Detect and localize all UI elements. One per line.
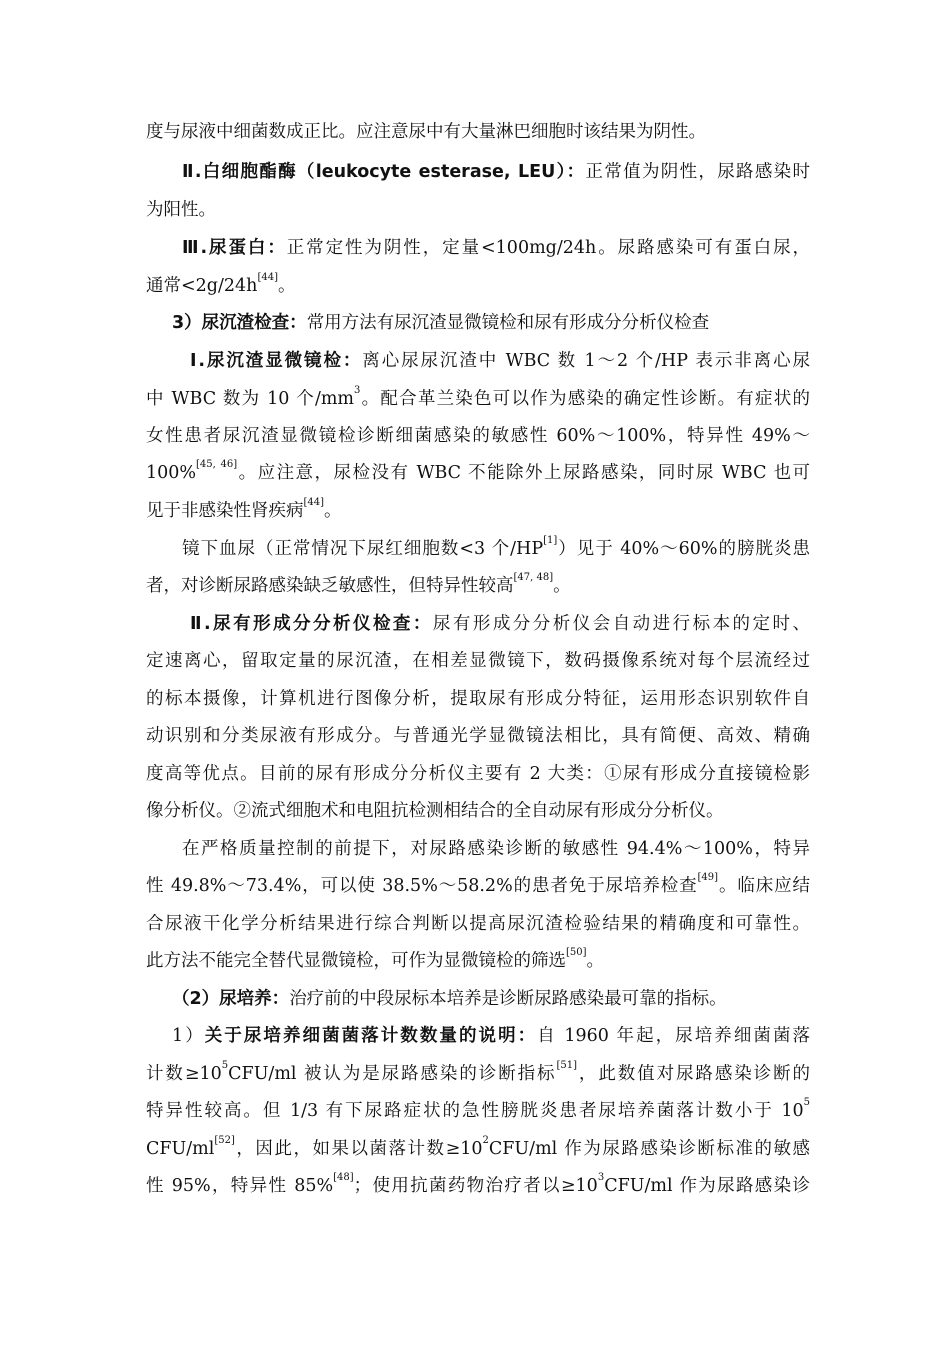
text-line: 性 95%，特异性 85%[48]；使用抗菌药物治疗者以$\ge 10^3CFU/ml$ 作为尿路感染诊 [146, 1172, 810, 1196]
text-line: 定速离心，留取定量的尿沉渣，在相差显微镜下，数码摄像系统对每个层流经过 [146, 651, 810, 671]
citation: [48] [333, 1172, 354, 1183]
text-line: 通常<2g/24h[44]。 [146, 272, 296, 296]
subheading-urine-analyzer: Ⅱ.尿有形成分分析仪检查： [190, 614, 433, 634]
text-line: 像分析仪。②流式细胞术和电阻抗检测相结合的全自动尿有形成分分析仪。 [146, 801, 724, 821]
text-line: （2）尿培养：治疗前的中段尿标本培养是诊断尿路感染最可靠的指标。 [172, 989, 727, 1009]
text-line: 合尿液干化学分析结果进行综合判断以提高尿沉渣检验结果的精确度和可靠性。 [146, 914, 810, 934]
section-heading-urine-culture: （2）尿培养： [172, 989, 290, 1009]
text-line: 者，对诊断尿路感染缺乏敏感性，但特异性较高[47, 48]。 [146, 572, 571, 596]
text-line: Ⅱ.白细胞酯酶（leukocyte esterase, LEU）：正常值为阴性，尿路感染时 [182, 162, 811, 182]
text-line: 100%[45, 46]。应注意，尿检没有 WBC 不能除外上尿路感染，同时尿 WBC 也可 [146, 459, 810, 483]
subheading-leukocyte-esterase: Ⅱ.白细胞酯酶（leukocyte esterase, LEU）： [182, 162, 586, 182]
citation: [49] [697, 872, 719, 883]
text-line: 镜下血尿（正常情况下尿红细胞数<3 个/HP[1]）见于 40%～60%的膀胱炎患 [182, 535, 811, 559]
citation: [47, 48] [513, 572, 554, 583]
text-line: 3）尿沉渣检查：常用方法有尿沉渣显微镜检和尿有形成分分析仪检查 [172, 313, 710, 333]
text-line: Ⅰ.尿沉渣显微镜检：离心尿尿沉渣中 WBC 数 1～2 个/HP 表示非离心尿 [190, 351, 810, 371]
citation: [50] [566, 947, 587, 958]
text-line: 见于非感染性肾疾病[44]。 [146, 497, 342, 521]
text-line: Ⅱ.尿有形成分分析仪检查：尿有形成分分析仪会自动进行标本的定时、 [190, 614, 810, 634]
text-line: Ⅲ.尿蛋白：正常定性为阴性，定量<100mg/24h。尿路感染可有蛋白尿， [182, 238, 810, 258]
section-heading-urine-sediment: 3）尿沉渣检查： [172, 313, 307, 333]
text-line: 度高等优点。目前的尿有形成分分析仪主要有 2 大类：①尿有形成分直接镜检影 [146, 764, 810, 784]
citation: [44] [303, 497, 325, 508]
text-line: 计数$\ge 10^5CFU/ml$ 被认为是尿路感染的诊断指标[51]，此数值对尿路感染诊断的 [146, 1060, 811, 1084]
text-line: 在严格质量控制的前提下，对尿路感染诊断的敏感性 94.4%～100%，特异 [182, 839, 810, 859]
citation: [51] [556, 1060, 577, 1071]
text-line: 1）关于尿培养细菌菌落计数数量的说明：自 1960 年起，尿培养细菌菌落 [172, 1026, 811, 1046]
text-line: 中 WBC 数为 10 个$/mm^3$。配合革兰染色可以作为感染的确定性诊断。有症状的 [146, 385, 810, 409]
citation: [52] [214, 1135, 235, 1146]
citation: [44] [257, 272, 278, 283]
citation: [45, 46] [196, 459, 238, 470]
text-line: 度与尿液中细菌数成正比。应注意尿中有大量淋巴细胞时该结果为阴性。 [146, 122, 706, 142]
subheading-colony-count: 关于尿培养细菌菌落计数数量的说明： [204, 1026, 538, 1046]
text-line: 特异性较高。但 1/3 有下尿路症状的急性膀胱炎患者尿培养菌落计数小于 $10^5$ [146, 1097, 810, 1121]
text-line: 此方法不能完全替代显微镜检，可作为显微镜检的筛选[50]。 [146, 947, 605, 971]
text-line: 女性患者尿沉渣显微镜检诊断细菌感染的敏感性 60%～100%，特异性 49%～ [146, 426, 810, 446]
text-line: 动识别和分类尿液有形成分。与普通光学显微镜法相比，具有简便、高效、精确 [146, 726, 810, 746]
subheading-urine-protein: Ⅲ.尿蛋白： [182, 238, 287, 258]
text-line: 性 49.8%～73.4%，可以使 38.5%～58.2%的患者免于尿培养检查[49]。临床应结 [146, 872, 811, 896]
text-line: CFU/ml[52]，因此，如果以菌落计数$\ge 10^2CFU/ml$ 作为尿路感染诊断标准的敏感 [146, 1135, 810, 1159]
subheading-sediment-microscopy: Ⅰ.尿沉渣显微镜检： [190, 351, 363, 371]
text-line: 为阳性。 [146, 200, 216, 220]
citation: [1] [543, 535, 558, 546]
text-line: 的标本摄像，计算机进行图像分析，提取尿有形成分特征，运用形态识别软件自 [146, 689, 810, 709]
